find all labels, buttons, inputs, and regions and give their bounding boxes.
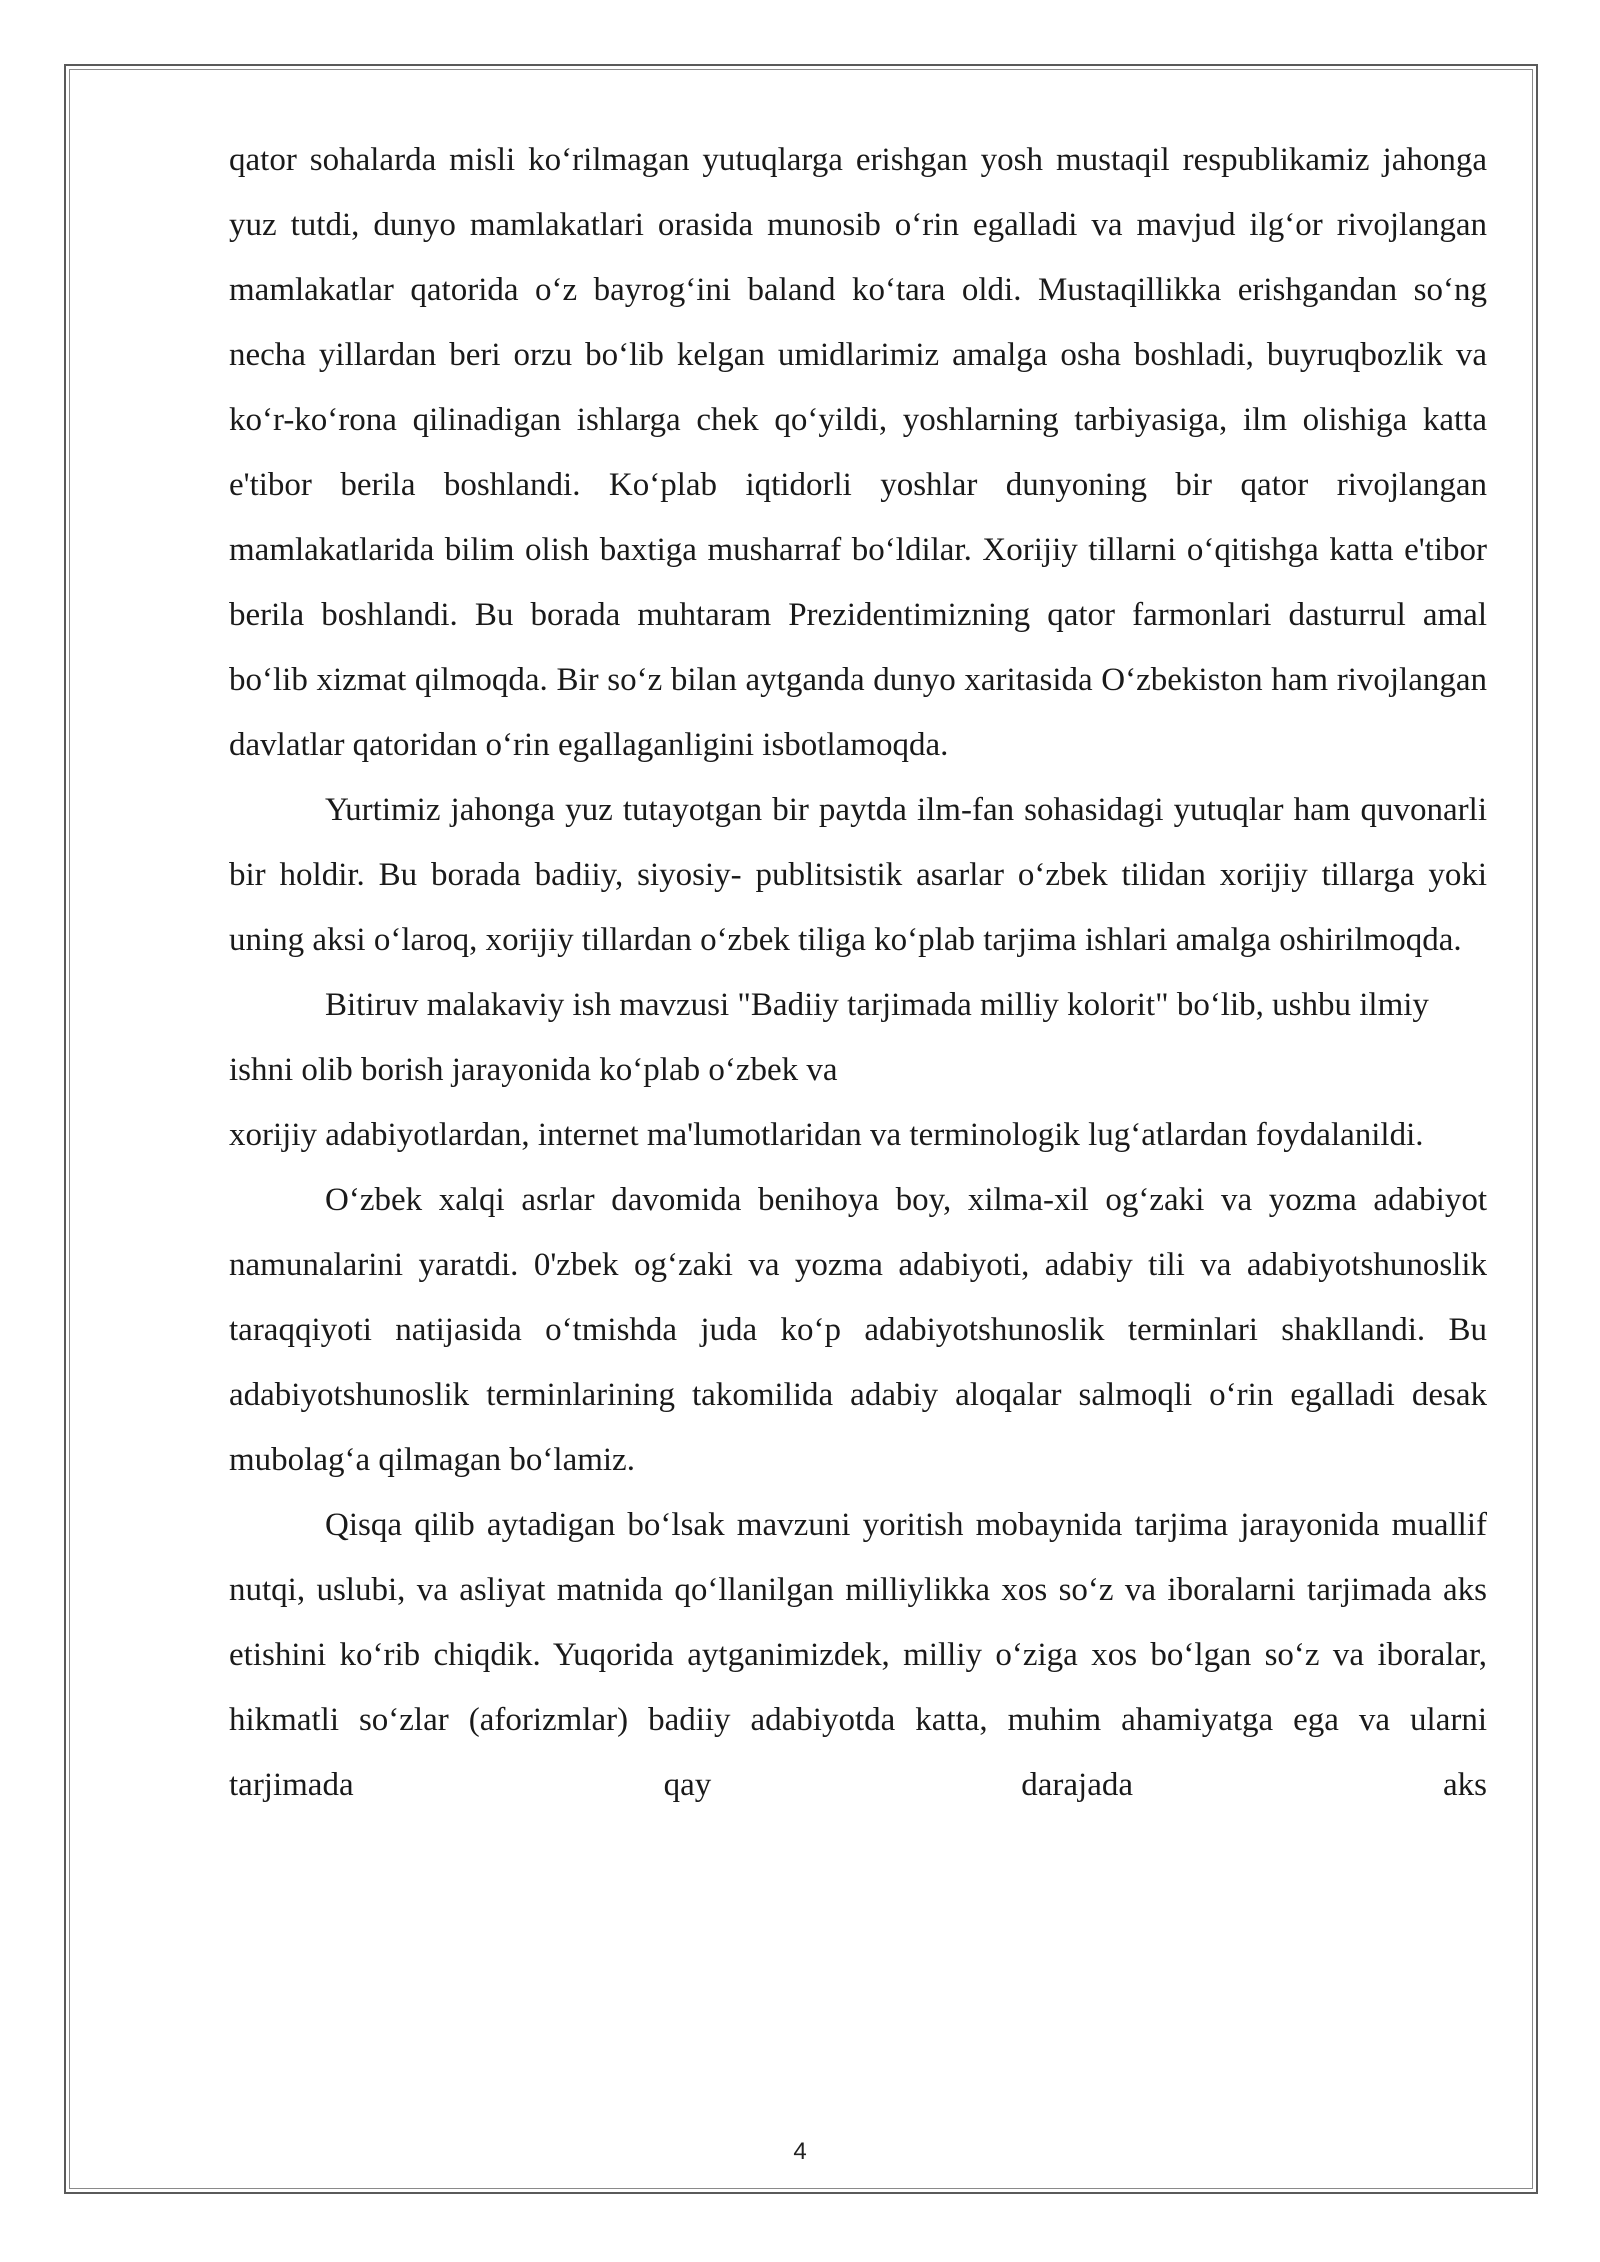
paragraph-5: Qisqa qilib aytadigan bo‘lsak mavzuni yoritish mobaynida tarjima jarayonida muallif nutqi, uslubi, va asliyat matnida qo‘llanilgan milliylikka xos so‘z va iboralarni tarjimada aks etishini ko‘rib chiqdik. Yuqorida aytganimizdek, milliy o‘ziga xos bo‘lgan so‘z va iboralar, hikmatli so‘zlar (aforizmlar) badiiy adabiyotda katta, muhim ahamiyatga ega va ularni tarjimada qay darajada aks: [229, 1507, 1487, 1803]
page-number: 4: [793, 2138, 807, 2165]
paragraph-1: qator sohalarda misli ko‘rilmagan yutuqlarga erishgan yosh mustaqil respublikamiz jahonga yuz tutdi, dunyo mamlakatlari orasida munosib o‘rin egalladi va mavjud ilg‘or rivojlangan mamlakatlar qatorida o‘z bayrog‘ini baland ko‘tara oldi. Mustaqillikka erishgandan so‘ng necha yillardan beri orzu bo‘lib kelgan umidlarimiz amalga osha boshladi, buyruqbozlik va ko‘r-ko‘rona qilinadigan ishlarga chek qo‘yildi, yoshlarning tarbiyasiga, ilm olishiga katta e'tibor berila boshlandi. Ko‘plab iqtidorli yoshlar dunyoning bir qator rivojlangan mamlakatlarida bilim olish baxtiga musharraf bo‘ldilar. Xorijiy tillarni o‘qitishga katta e'tibor berila boshlandi. Bu borada muhtaram Prezidentimizning qator farmonlari dasturrul amal bo‘lib xizmat qilmoqda. Bir so‘z bilan aytganda dunyo xaritasida O‘zbekiston ham rivojlangan davlatlar qatoridan o‘rin egallaganligini isbotlamoqda.: [229, 142, 1487, 763]
paragraph-3-part-1: Bitiruv malakaviy ish mavzusi "Badiiy tarjimada milliy kolorit" bo‘lib, ushbu ilmiy ishni olib borish jarayonida ko‘plab o‘zbek va: [229, 987, 1429, 1088]
paragraph-3-part-2: xorijiy adabiyotlardan, internet ma'lumotlaridan va terminologik lug‘atlardan foydalanildi.: [229, 1117, 1424, 1153]
document-body: [229, 128, 1487, 1818]
paragraph-2: Yurtimiz jahonga yuz tutayotgan bir paytda ilm-fan sohasidagi yutuqlar ham quvonarli bir holdir. Bu borada badiiy, siyosiy- publitsistik asarlar o‘zbek tilidan xorijiy tillarga yoki uning aksi o‘laroq, xorijiy tillardan o‘zbek tiliga ko‘plab tarjima ishlari amalga oshirilmoqda.: [229, 792, 1487, 958]
paragraph-4: O‘zbek xalqi asrlar davomida benihoya boy, xilma-xil og‘zaki va yozma adabiyot namunalarini yaratdi. 0'zbek og‘zaki va yozma adabiyoti, adabiy tili va adabiyotshunoslik taraqqiyoti natijasida o‘tmishda juda ko‘p adabiyotshunoslik terminlari shakllandi. Bu adabiyotshunoslik terminlarining takomilida adabiy aloqalar salmoqli o‘rin egalladi desak mubolag‘a qilmagan bo‘lamiz.: [229, 1182, 1487, 1478]
